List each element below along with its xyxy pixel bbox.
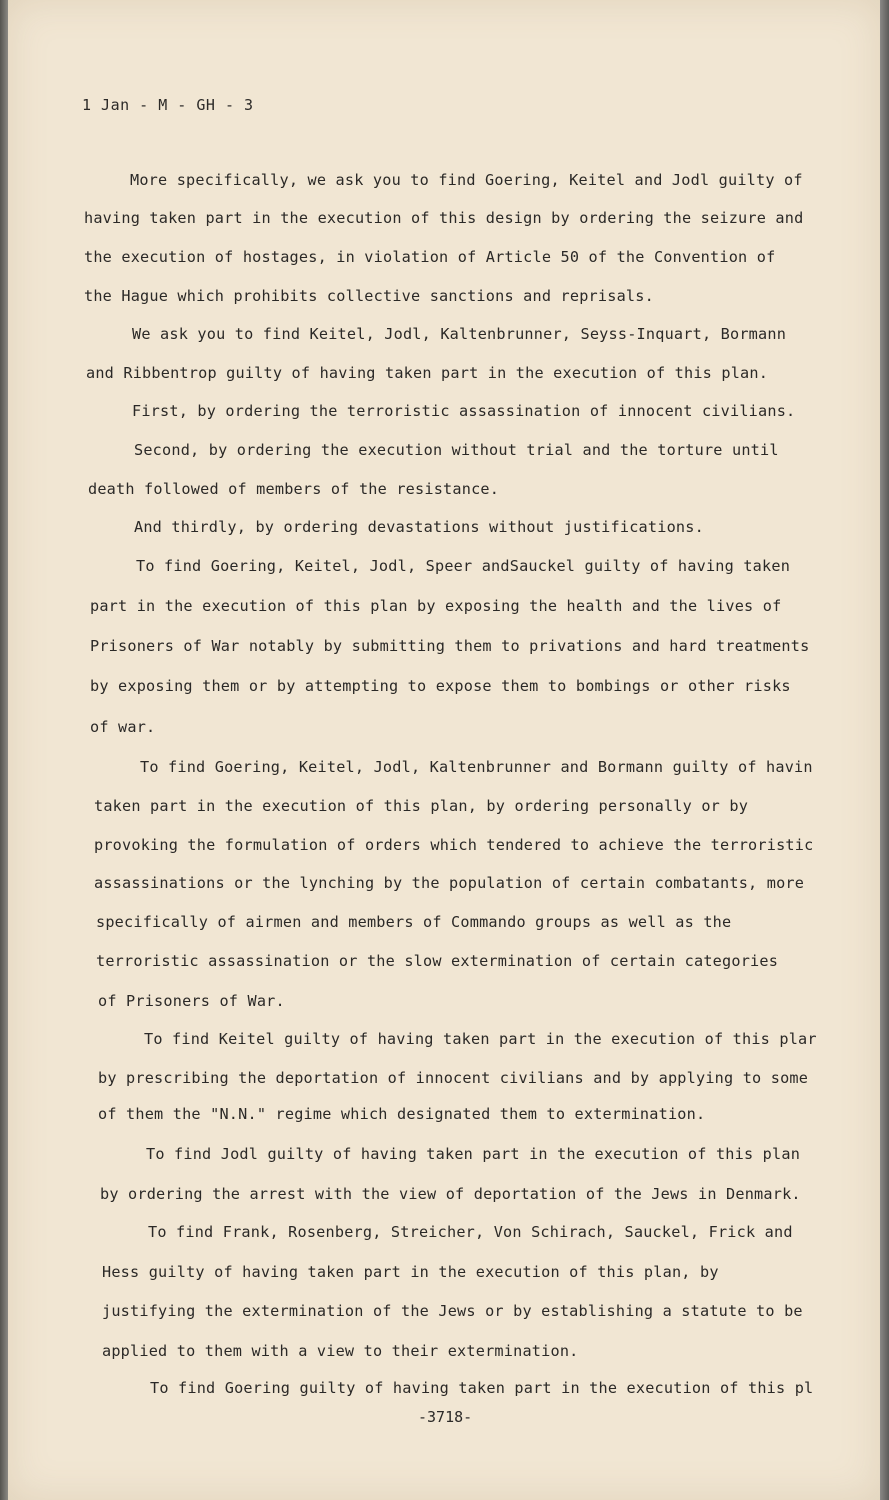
text-line: the Hague which prohibits collective sanctions and reprisals.: [84, 287, 654, 305]
text-line: justifying the extermination of the Jews or by establishing a statute to be: [102, 1302, 803, 1320]
text-line: part in the execution of this plan by exposing the health and the lives of: [90, 597, 782, 615]
page-number: -3718-: [418, 1408, 473, 1426]
text-line: terroristic assassination or the slow extermination of certain categories: [96, 952, 779, 970]
text-line: Second, by ordering the execution without trial and the torture until: [134, 441, 779, 459]
document-page: [8, 0, 880, 1500]
text-line: First, by ordering the terroristic assassination of innocent civilians.: [132, 402, 796, 420]
text-line: We ask you to find Keitel, Jodl, Kaltenbrunner, Seyss-Inquart, Bormann: [132, 325, 787, 343]
text-line: assassinations or the lynching by the population of certain combatants, more: [94, 874, 805, 892]
text-line: by ordering the arrest with the view of deportation of the Jews in Denmark.: [100, 1185, 801, 1203]
text-line: And thirdly, by ordering devastations without justifications.: [134, 518, 704, 536]
text-line: of Prisoners of War.: [98, 992, 285, 1010]
text-line: More specifically, we ask you to find Goering, Keitel and Jodl guilty of: [130, 171, 803, 189]
text-line: Hess guilty of having taken part in the execution of this plan, by: [102, 1263, 719, 1281]
text-line: To find Goering, Keitel, Jodl, Kaltenbrunner and Bormann guilty of havin: [140, 758, 813, 776]
text-line: To find Frank, Rosenberg, Streicher, Von Schirach, Sauckel, Frick and: [148, 1223, 793, 1241]
page-right-edge: [880, 0, 889, 1500]
text-line: To find Goering guilty of having taken part in the execution of this pl: [150, 1379, 814, 1397]
text-line: death followed of members of the resistance.: [88, 480, 500, 498]
text-line: the execution of hostages, in violation of Article 50 of the Convention of: [84, 248, 776, 266]
text-line: To find Goering, Keitel, Jodl, Speer andSauckel guilty of having taken: [136, 557, 791, 575]
text-line: To find Jodl guilty of having taken part in the execution of this plan: [146, 1145, 801, 1163]
page-left-edge: [0, 0, 8, 1500]
text-line: and Ribbentrop guilty of having taken part in the execution of this plan.: [86, 364, 769, 382]
text-line: Prisoners of War notably by submitting them to privations and hard treatments: [90, 637, 810, 655]
text-line: specifically of airmen and members of Commando groups as well as the: [96, 913, 732, 931]
text-line: of them the "N.N." regime which designated them to extermination.: [98, 1105, 706, 1123]
text-line: having taken part in the execution of this design by ordering the seizure and: [84, 209, 804, 227]
text-line: provoking the formulation of orders which tendered to achieve the terroristic: [94, 836, 814, 854]
text-line: by exposing them or by attempting to expose them to bombings or other risks: [90, 677, 791, 695]
text-line: by prescribing the deportation of innocent civilians and by applying to some: [98, 1069, 809, 1087]
text-line: To find Keitel guilty of having taken part in the execution of this plar: [144, 1030, 817, 1048]
text-line: applied to them with a view to their extermination.: [102, 1342, 579, 1360]
text-line: of war.: [90, 718, 156, 736]
text-line: taken part in the execution of this plan, by ordering personally or by: [94, 797, 749, 815]
document-reference: 1 Jan - M - GH - 3: [82, 96, 254, 114]
